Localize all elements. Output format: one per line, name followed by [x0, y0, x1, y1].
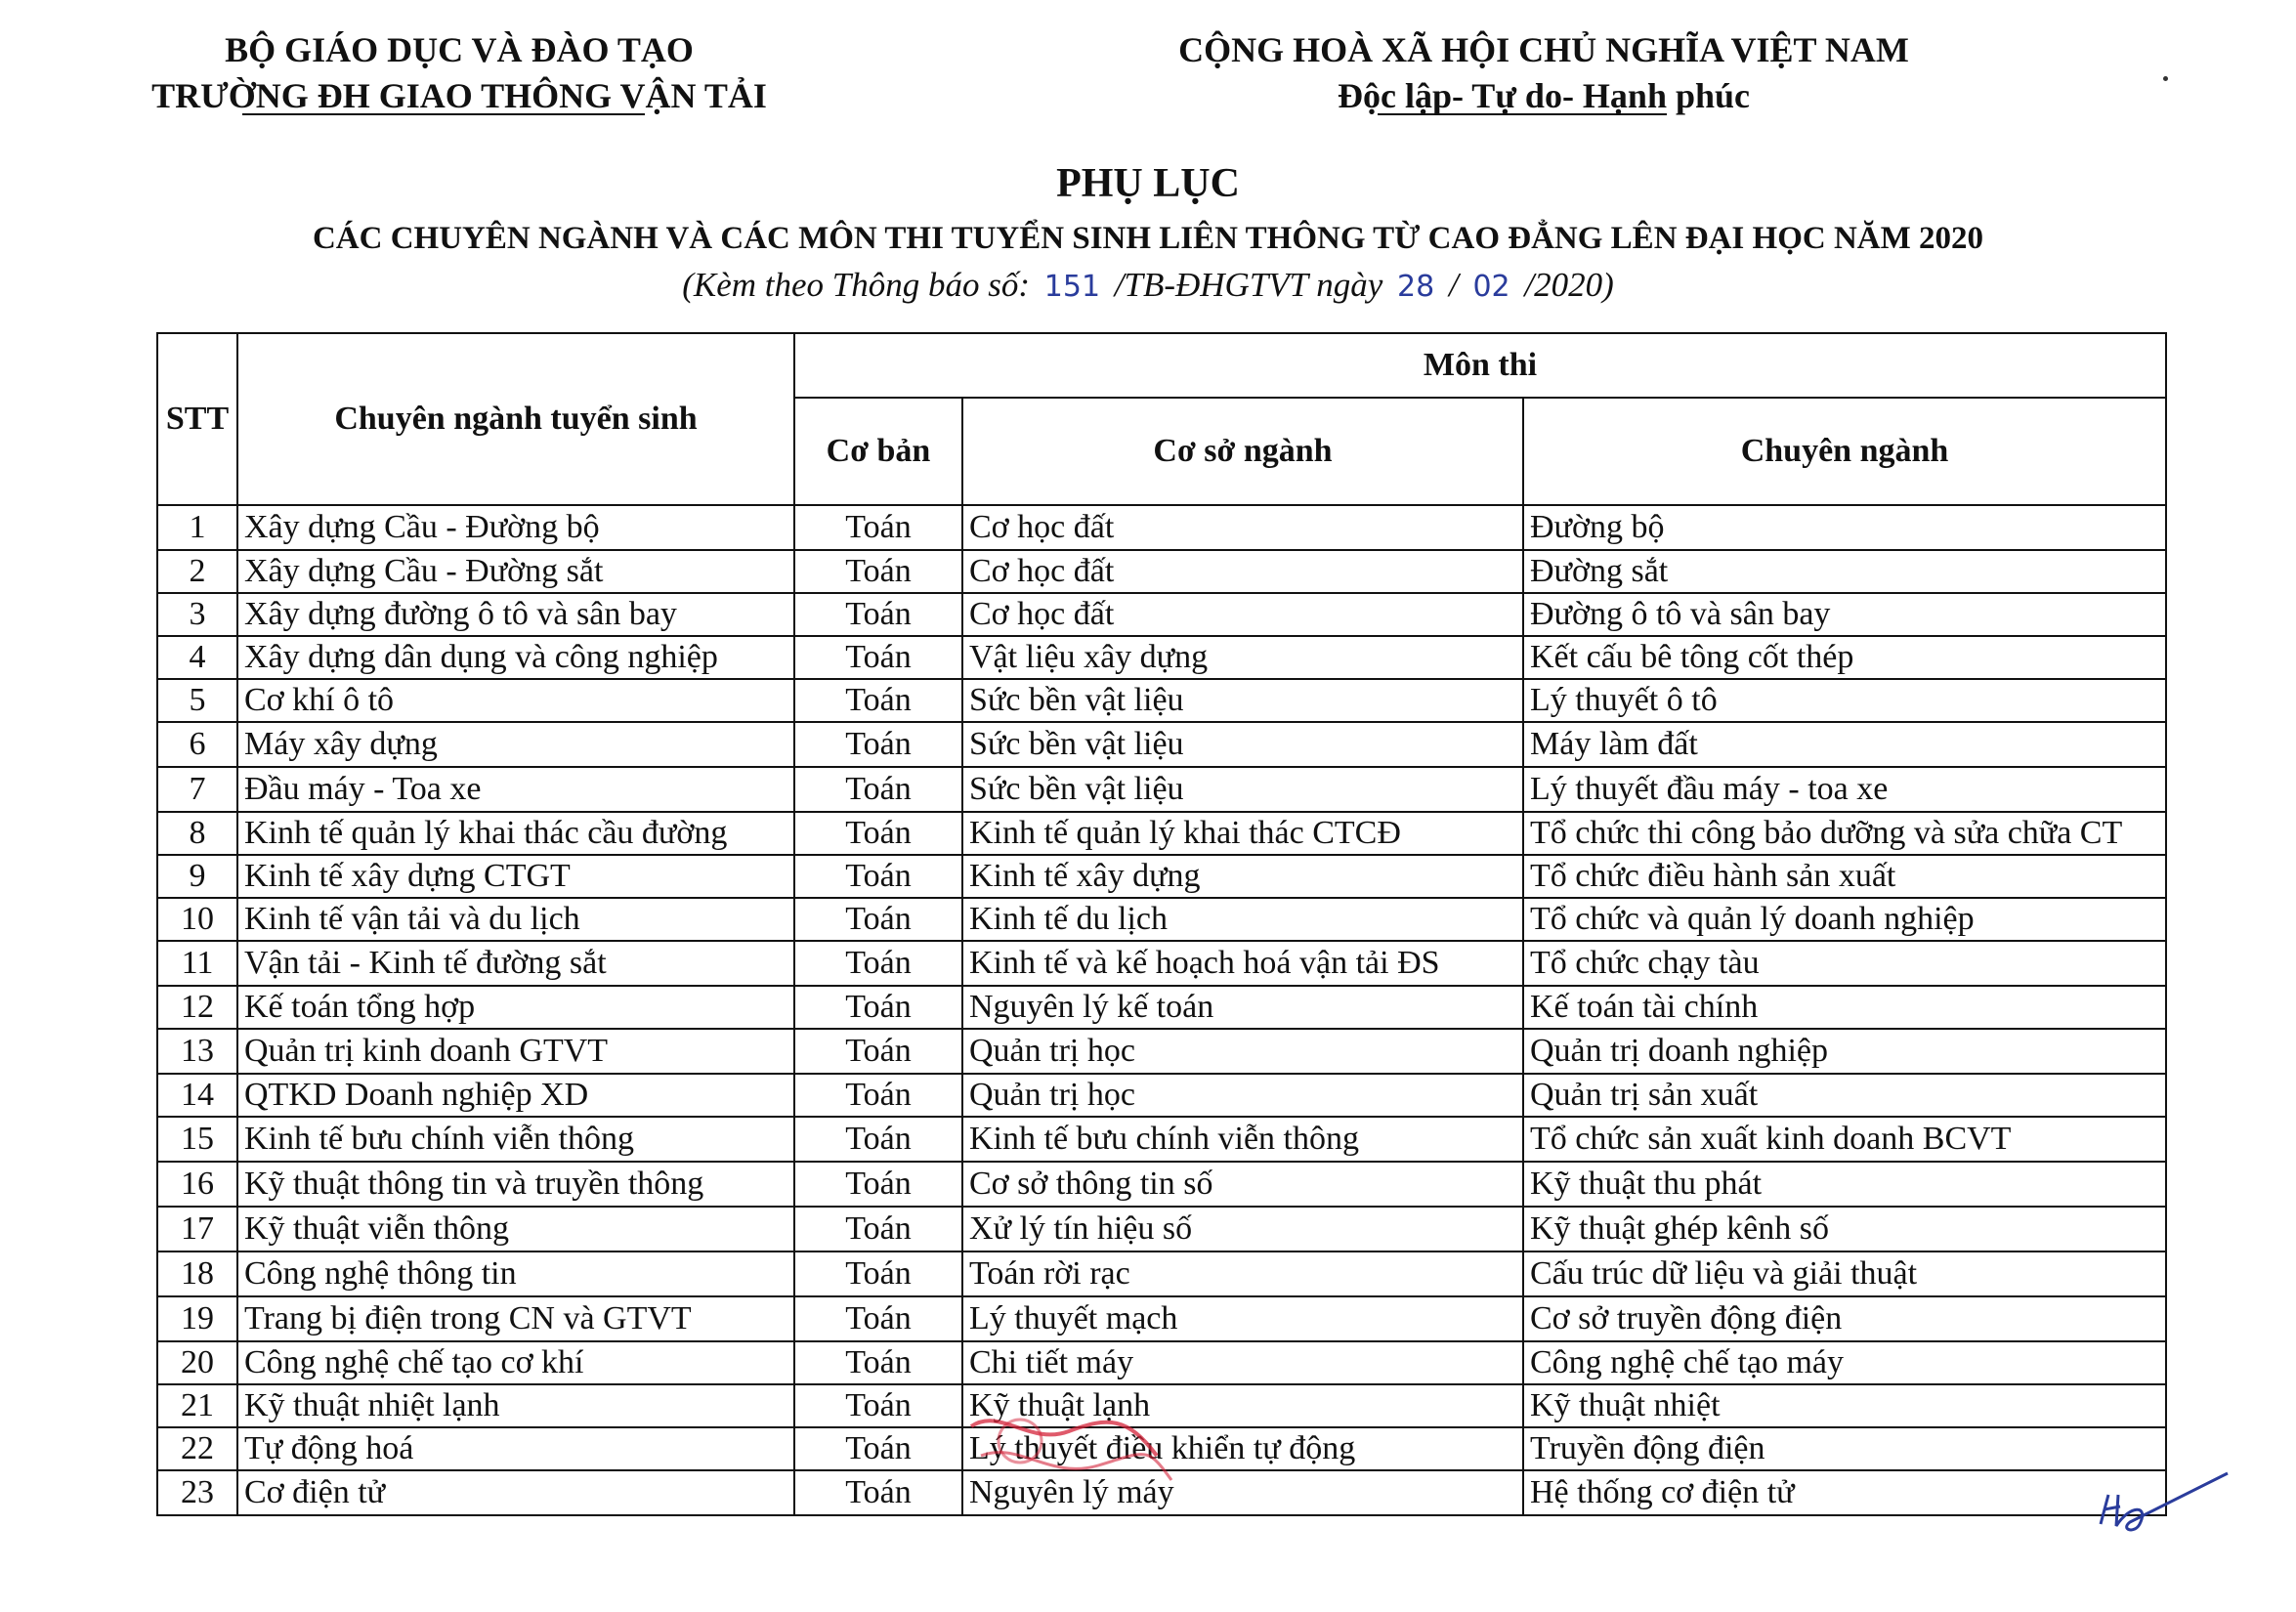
major-cell: Cơ khí ô tô	[237, 679, 794, 722]
foundation-subject-cell: Kinh tế xây dựng	[962, 855, 1523, 898]
specialized-subject-cell: Kỹ thuật thu phát	[1523, 1162, 2166, 1207]
major-cell: QTKD Doanh nghiệp XD	[237, 1074, 794, 1117]
foundation-subject-cell: Cơ học đất	[962, 550, 1523, 593]
stt-cell: 11	[157, 941, 237, 986]
scan-speck	[2163, 76, 2168, 81]
major-cell: Kỹ thuật viễn thông	[237, 1207, 794, 1251]
foundation-subject-cell: Cơ học đất	[962, 593, 1523, 636]
major-cell: Vận tải - Kinh tế đường sắt	[237, 941, 794, 986]
major-cell: Kỹ thuật nhiệt lạnh	[237, 1384, 794, 1427]
foundation-subject-cell: Kinh tế và kế hoạch hoá vận tải ĐS	[962, 941, 1523, 986]
table-row	[157, 550, 2166, 593]
specialized-subject-cell: Cấu trúc dữ liệu và giải thuật	[1523, 1251, 2166, 1296]
specialized-subject-cell: Công nghệ chế tạo máy	[1523, 1341, 2166, 1384]
foundation-subject-cell: Kinh tế quản lý khai thác CTCĐ	[962, 812, 1523, 855]
specialized-subject-cell: Kế toán tài chính	[1523, 986, 2166, 1029]
ministry-name: BỘ GIÁO DỤC VÀ ĐÀO TẠO	[225, 30, 694, 69]
major-cell: Kế toán tổng hợp	[237, 986, 794, 1029]
foundation-subject-cell: Cơ sở thông tin số	[962, 1162, 1523, 1207]
stt-cell: 4	[157, 636, 237, 679]
basic-subject-cell: Toán	[794, 1341, 962, 1384]
basic-subject-cell: Toán	[794, 986, 962, 1029]
major-cell: Xây dựng Cầu - Đường bộ	[237, 505, 794, 550]
ref-month-handwritten: 02	[1472, 270, 1510, 304]
foundation-subject-cell: Sức bền vật liệu	[962, 722, 1523, 767]
table-row	[157, 855, 2166, 898]
stt-cell: 19	[157, 1296, 237, 1341]
national-header	[1153, 27, 1935, 119]
header-major: Chuyên ngành tuyển sinh	[237, 333, 794, 505]
table-row	[157, 679, 2166, 722]
ministry-header	[137, 27, 782, 119]
document-subtitle: CÁC CHUYÊN NGÀNH VÀ CÁC MÔN THI TUYỂN SINH LIÊN THÔNG TỪ CAO ĐẲNG LÊN ĐẠI HỌC NĂM 2020	[312, 221, 1984, 256]
specialized-subject-cell: Quản trị doanh nghiệp	[1523, 1029, 2166, 1074]
stt-cell: 1	[157, 505, 237, 550]
basic-subject-cell: Toán	[794, 898, 962, 941]
stt-cell: 13	[157, 1029, 237, 1074]
table-row	[157, 1162, 2166, 1207]
table-row	[157, 1117, 2166, 1162]
stt-cell: 17	[157, 1207, 237, 1251]
major-cell: Kinh tế bưu chính viễn thông	[237, 1117, 794, 1162]
stt-cell: 8	[157, 812, 237, 855]
table-row	[157, 505, 2166, 550]
country-name: CỘNG HOÀ XÃ HỘI CHỦ NGHĨA VIỆT NAM	[1178, 30, 1909, 69]
major-cell: Kinh tế vận tải và du lịch	[237, 898, 794, 941]
handwritten-initials	[2091, 1465, 2237, 1544]
major-cell: Đầu máy - Toa xe	[237, 767, 794, 812]
stt-cell: 6	[157, 722, 237, 767]
ref-number-handwritten: 151	[1043, 270, 1101, 304]
specialized-subject-cell: Đường ô tô và sân bay	[1523, 593, 2166, 636]
table-row	[157, 898, 2166, 941]
specialized-subject-cell: Hệ thống cơ điện tử	[1523, 1470, 2166, 1515]
table-row	[157, 812, 2166, 855]
specialized-subject-cell: Lý thuyết ô tô	[1523, 679, 2166, 722]
basic-subject-cell: Toán	[794, 1029, 962, 1074]
specialized-subject-cell: Máy làm đất	[1523, 722, 2166, 767]
foundation-subject-cell: Vật liệu xây dựng	[962, 636, 1523, 679]
specialized-subject-cell: Đường bộ	[1523, 505, 2166, 550]
specialized-subject-cell: Tổ chức điều hành sản xuất	[1523, 855, 2166, 898]
major-cell: Cơ điện tử	[237, 1470, 794, 1515]
stt-cell: 23	[157, 1470, 237, 1515]
header-specialized: Chuyên ngành	[1523, 398, 2166, 505]
stt-cell: 9	[157, 855, 237, 898]
header-subjects: Môn thi	[794, 333, 2166, 398]
basic-subject-cell: Toán	[794, 1117, 962, 1162]
major-cell: Xây dựng dân dụng và công nghiệp	[237, 636, 794, 679]
table-row	[157, 1427, 2166, 1470]
basic-subject-cell: Toán	[794, 1296, 962, 1341]
specialized-subject-cell: Kỹ thuật nhiệt	[1523, 1384, 2166, 1427]
stt-cell: 5	[157, 679, 237, 722]
major-cell: Công nghệ thông tin	[237, 1251, 794, 1296]
table-row	[157, 767, 2166, 812]
header-basic: Cơ bản	[794, 398, 962, 505]
stt-cell: 16	[157, 1162, 237, 1207]
foundation-subject-cell: Lý thuyết mạch	[962, 1296, 1523, 1341]
specialized-subject-cell: Kết cấu bê tông cốt thép	[1523, 636, 2166, 679]
header-left-underline	[242, 113, 645, 115]
basic-subject-cell: Toán	[794, 505, 962, 550]
basic-subject-cell: Toán	[794, 550, 962, 593]
specialized-subject-cell: Cơ sở truyền động điện	[1523, 1296, 2166, 1341]
stt-cell: 7	[157, 767, 237, 812]
table-row	[157, 1341, 2166, 1384]
basic-subject-cell: Toán	[794, 812, 962, 855]
major-cell: Tự động hoá	[237, 1427, 794, 1470]
foundation-subject-cell: Kỹ thuật lạnh	[962, 1384, 1523, 1427]
subjects-table	[156, 332, 2167, 1516]
foundation-subject-cell: Chi tiết máy	[962, 1341, 1523, 1384]
major-cell: Kinh tế xây dựng CTGT	[237, 855, 794, 898]
stt-cell: 2	[157, 550, 237, 593]
foundation-subject-cell: Quản trị học	[962, 1074, 1523, 1117]
foundation-subject-cell: Lý thuyết điều khiển tự động	[962, 1427, 1523, 1470]
major-cell: Xây dựng Cầu - Đường sắt	[237, 550, 794, 593]
foundation-subject-cell: Kinh tế du lịch	[962, 898, 1523, 941]
table-row	[157, 941, 2166, 986]
ref-mid: /TB-ĐHGTVT ngày	[1114, 266, 1383, 304]
basic-subject-cell: Toán	[794, 593, 962, 636]
table-row	[157, 1251, 2166, 1296]
specialized-subject-cell: Quản trị sản xuất	[1523, 1074, 2166, 1117]
ref-suffix: /2020)	[1524, 266, 1614, 304]
specialized-subject-cell: Đường sắt	[1523, 550, 2166, 593]
specialized-subject-cell: Lý thuyết đầu máy - toa xe	[1523, 767, 2166, 812]
foundation-subject-cell: Toán rời rạc	[962, 1251, 1523, 1296]
table-row	[157, 722, 2166, 767]
basic-subject-cell: Toán	[794, 941, 962, 986]
header-stt: STT	[157, 333, 237, 505]
motto: Độc lập- Tự do- Hạnh phúc	[1337, 76, 1751, 115]
table-row	[157, 593, 2166, 636]
foundation-subject-cell: Sức bền vật liệu	[962, 679, 1523, 722]
basic-subject-cell: Toán	[794, 767, 962, 812]
basic-subject-cell: Toán	[794, 1251, 962, 1296]
ref-sep: /	[1448, 266, 1459, 304]
major-cell: Công nghệ chế tạo cơ khí	[237, 1341, 794, 1384]
foundation-subject-cell: Nguyên lý máy	[962, 1470, 1523, 1515]
foundation-subject-cell: Cơ học đất	[962, 505, 1523, 550]
major-cell: Quản trị kinh doanh GTVT	[237, 1029, 794, 1074]
major-cell: Kinh tế quản lý khai thác cầu đường	[237, 812, 794, 855]
specialized-subject-cell: Tổ chức và quản lý doanh nghiệp	[1523, 898, 2166, 941]
basic-subject-cell: Toán	[794, 1207, 962, 1251]
table-row	[157, 1296, 2166, 1341]
major-cell: Kỹ thuật thông tin và truyền thông	[237, 1162, 794, 1207]
major-cell: Máy xây dựng	[237, 722, 794, 767]
basic-subject-cell: Toán	[794, 1384, 962, 1427]
basic-subject-cell: Toán	[794, 636, 962, 679]
ref-prefix: (Kèm theo Thông báo số:	[682, 266, 1031, 304]
university-name: TRƯỜNG ĐH GIAO THÔNG VẬN TẢI	[151, 76, 767, 115]
specialized-subject-cell: Tổ chức chạy tàu	[1523, 941, 2166, 986]
foundation-subject-cell: Kinh tế bưu chính viễn thông	[962, 1117, 1523, 1162]
basic-subject-cell: Toán	[794, 1427, 962, 1470]
header-foundation: Cơ sở ngành	[962, 398, 1523, 505]
major-cell: Xây dựng đường ô tô và sân bay	[237, 593, 794, 636]
ref-day-handwritten: 28	[1397, 270, 1435, 304]
table-row	[157, 636, 2166, 679]
stt-cell: 18	[157, 1251, 237, 1296]
basic-subject-cell: Toán	[794, 679, 962, 722]
basic-subject-cell: Toán	[794, 722, 962, 767]
stt-cell: 21	[157, 1384, 237, 1427]
document-title: PHỤ LỤC	[1056, 161, 1240, 206]
stt-cell: 20	[157, 1341, 237, 1384]
foundation-subject-cell: Nguyên lý kế toán	[962, 986, 1523, 1029]
header-right-underline	[1378, 113, 1667, 115]
table-row	[157, 1470, 2166, 1515]
table-row	[157, 1207, 2166, 1251]
major-cell: Trang bị điện trong CN và GTVT	[237, 1296, 794, 1341]
table-row	[157, 986, 2166, 1029]
stt-cell: 15	[157, 1117, 237, 1162]
basic-subject-cell: Toán	[794, 1470, 962, 1515]
basic-subject-cell: Toán	[794, 855, 962, 898]
stt-cell: 10	[157, 898, 237, 941]
foundation-subject-cell: Sức bền vật liệu	[962, 767, 1523, 812]
foundation-subject-cell: Xử lý tín hiệu số	[962, 1207, 1523, 1251]
stt-cell: 14	[157, 1074, 237, 1117]
stt-cell: 3	[157, 593, 237, 636]
table-row	[157, 1074, 2166, 1117]
specialized-subject-cell: Tổ chức sản xuất kinh doanh BCVT	[1523, 1117, 2166, 1162]
basic-subject-cell: Toán	[794, 1074, 962, 1117]
table-row	[157, 1384, 2166, 1427]
table-row	[157, 1029, 2166, 1074]
basic-subject-cell: Toán	[794, 1162, 962, 1207]
specialized-subject-cell: Kỹ thuật ghép kênh số	[1523, 1207, 2166, 1251]
foundation-subject-cell: Quản trị học	[962, 1029, 1523, 1074]
document-reference	[0, 266, 2296, 305]
specialized-subject-cell: Tổ chức thi công bảo dưỡng và sửa chữa CT	[1523, 812, 2166, 855]
stt-cell: 12	[157, 986, 237, 1029]
stt-cell: 22	[157, 1427, 237, 1470]
specialized-subject-cell: Truyền động điện	[1523, 1427, 2166, 1470]
table-body	[157, 505, 2166, 1515]
